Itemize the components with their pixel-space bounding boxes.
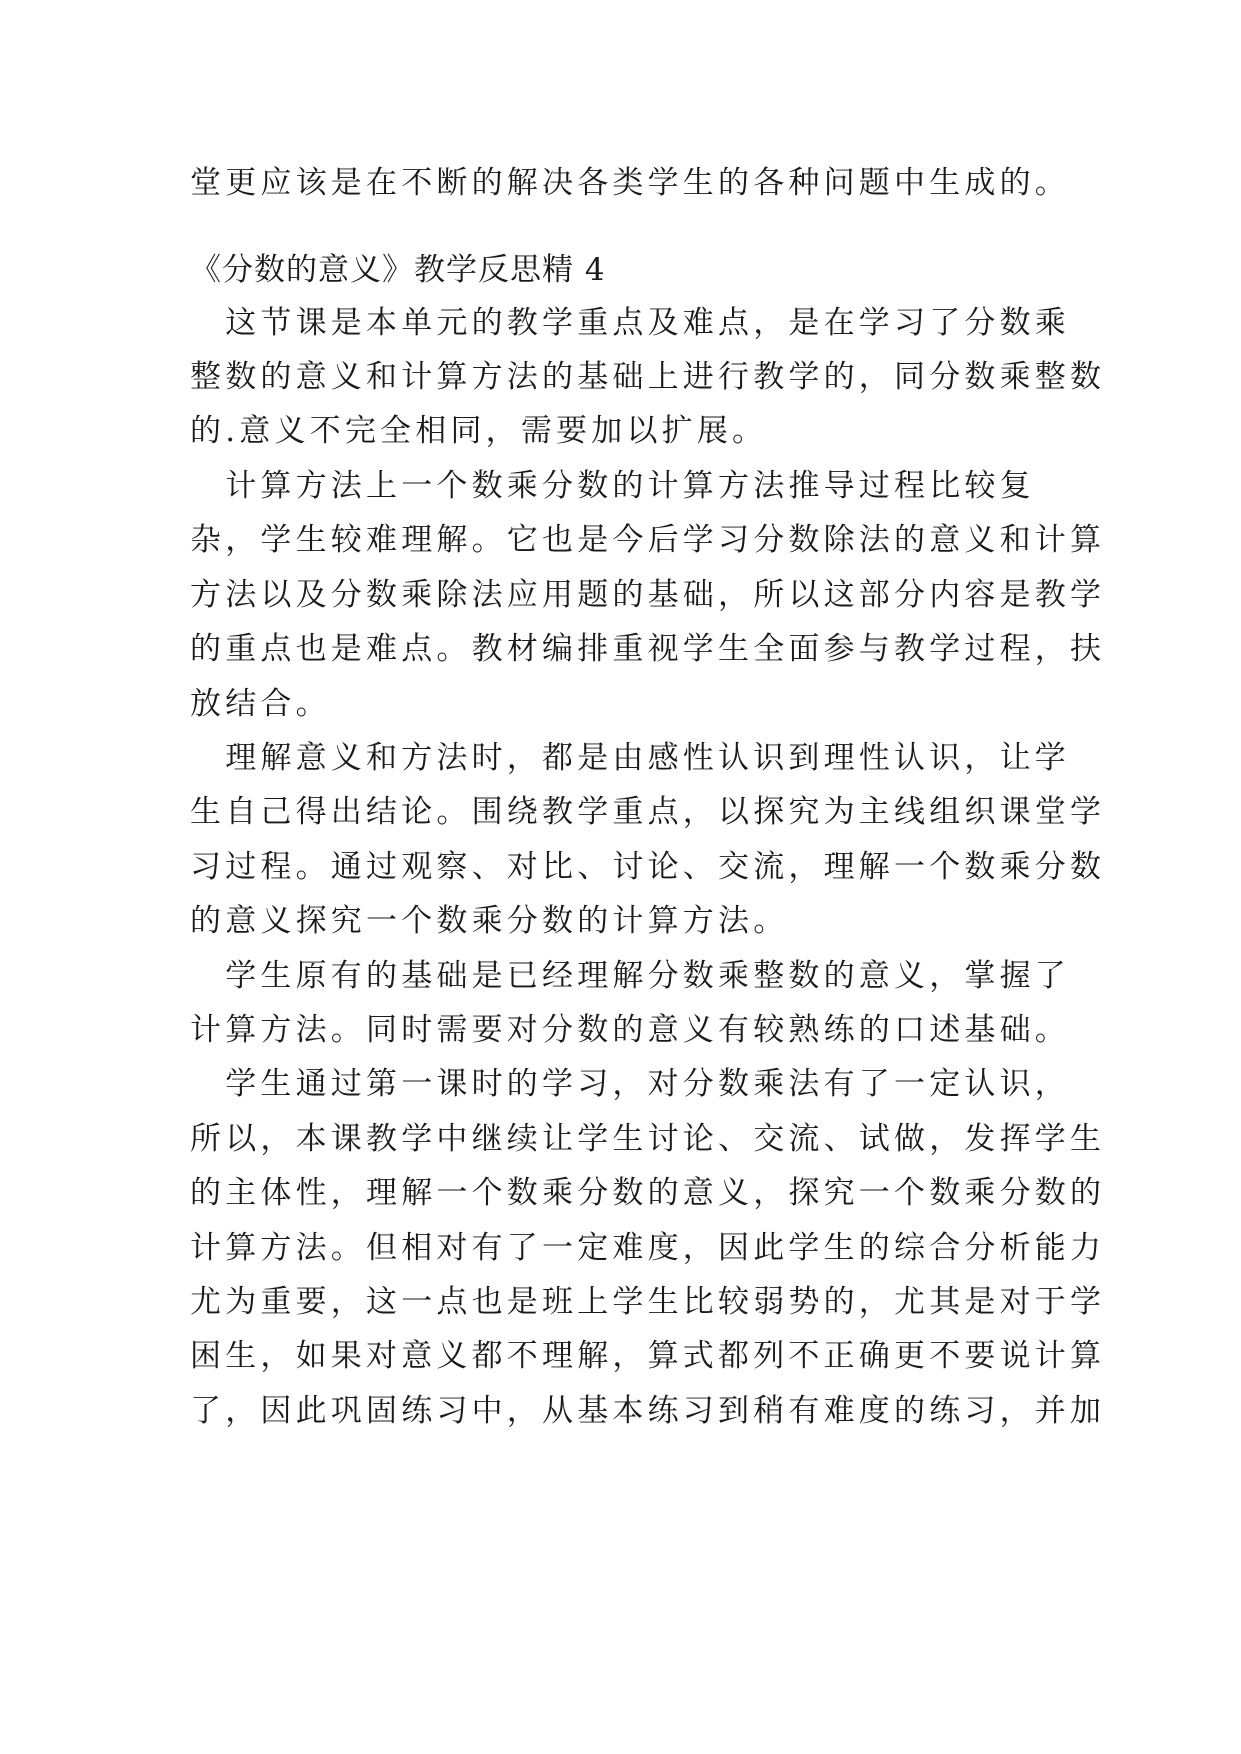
- paragraph-line: 困生，如果对意义都不理解，算式都列不正确更不要说计算: [190, 1338, 1106, 1374]
- paragraph-line: 计算方法。但相对有了一定难度，因此学生的综合分析能力: [190, 1230, 1106, 1266]
- paragraph-line: 方法以及分数乘除法应用题的基础，所以这部分内容是教学: [190, 577, 1106, 613]
- paragraph-line: 习过程。通过观察、对比、讨论、交流，理解一个数乘分数: [190, 849, 1106, 885]
- paragraph-line: 学生原有的基础是已经理解分数乘整数的意义，掌握了: [190, 958, 1070, 994]
- carry-over-line: 堂更应该是在不断的解决各类学生的各种问题中生成的。: [190, 165, 1070, 201]
- paragraph-line: 的主体性，理解一个数乘分数的意义，探究一个数乘分数的: [190, 1175, 1106, 1211]
- paragraph-line: 整数的意义和计算方法的基础上进行教学的，同分数乘整数: [190, 359, 1106, 395]
- paragraph-line: 所以，本课教学中继续让学生讨论、交流、试做，发挥学生: [190, 1121, 1106, 1157]
- paragraph-line: 计算方法。同时需要对分数的意义有较熟练的口述基础。: [190, 1012, 1070, 1048]
- paragraph-line: 的.意义不完全相同，需要加以扩展。: [190, 413, 768, 449]
- section-title: 《分数的意义》教学反思精 4: [190, 252, 606, 288]
- paragraph-line: 杂，学生较难理解。它也是今后学习分数除法的意义和计算: [190, 522, 1106, 558]
- paragraph-line: 放结合。: [190, 686, 331, 722]
- paragraph-line: 的意义探究一个数乘分数的计算方法。: [190, 903, 789, 939]
- paragraph-line: 了，因此巩固练习中，从基本练习到稍有难度的练习，并加: [190, 1393, 1106, 1429]
- paragraph-line: 的重点也是难点。教材编排重视学生全面参与教学过程，扶: [190, 631, 1106, 667]
- paragraph-line: 计算方法上一个数乘分数的计算方法推导过程比较复: [190, 468, 1035, 504]
- paragraph-line: 这节课是本单元的教学重点及难点，是在学习了分数乘: [190, 305, 1070, 341]
- paragraph-line: 理解意义和方法时，都是由感性认识到理性认识，让学: [190, 740, 1070, 776]
- paragraph-line: 尤为重要，这一点也是班上学生比较弱势的，尤其是对于学: [190, 1284, 1106, 1320]
- paragraph-line: 生自己得出结论。围绕教学重点，以探究为主线组织课堂学: [190, 794, 1106, 830]
- paragraph-line: 学生通过第一课时的学习，对分数乘法有了一定认识，: [190, 1066, 1070, 1102]
